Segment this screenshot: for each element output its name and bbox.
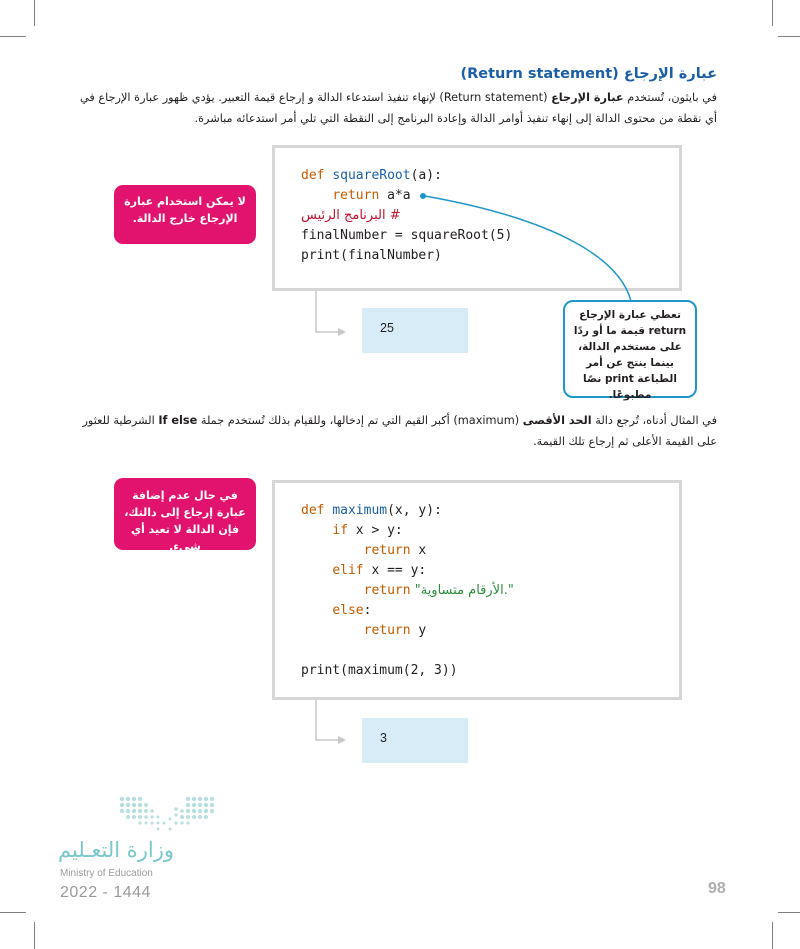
code-keyword: return: [363, 623, 411, 638]
crop-mark: [34, 922, 35, 949]
code-listing: [301, 501, 514, 681]
code-keyword: return: [363, 583, 411, 598]
output-arrow-2: [316, 700, 340, 740]
code-text: print(maximum(2, 3)): [301, 663, 458, 678]
maximum-bold-term: الحد الأقصى: [522, 414, 592, 427]
output-box: [362, 718, 468, 763]
crop-mark: [778, 36, 800, 37]
code-text: x == y:: [363, 563, 427, 578]
code-keyword: else: [332, 603, 364, 618]
code-text: (a):: [410, 168, 442, 183]
maximum-text-1: في المثال أدناه، تُرجع دالة: [591, 414, 717, 427]
code-function-name: squareRoot: [332, 168, 411, 183]
output-arrowhead-2: [338, 736, 346, 744]
code-keyword: if: [332, 523, 348, 538]
ministry-name-english: Ministry of Education: [60, 868, 153, 879]
section-title: عبارة الإرجاع (Return statement): [460, 66, 717, 82]
output-arrowhead-1: [338, 328, 346, 336]
code-text: :: [363, 603, 372, 618]
output-value: 25: [380, 321, 394, 335]
code-keyword: elif: [332, 563, 364, 578]
code-block-square-root: [272, 145, 682, 291]
note-no-return: في حال عدم إضافة عبارة إرجاع إلى دالتك، فإن الدالة لا تعيد أي شيء.: [114, 478, 256, 550]
page-number: 98: [708, 880, 726, 897]
output-box: [362, 308, 468, 353]
note-return-outside-function: لا يمكن استخدام عبارة الإرجاع خارج الدالة.: [114, 185, 256, 244]
code-function-name: maximum: [332, 503, 388, 518]
intro-paragraph: [73, 87, 717, 129]
maximum-text-3: الشرطية للعثور على القيمة الأعلى ثم إرجاع تلك القيمة.: [82, 414, 717, 448]
code-listing: [301, 166, 512, 266]
code-comment: البرنامج الرئيس #: [301, 208, 401, 223]
code-text: x > y:: [347, 523, 403, 538]
output-value: 3: [380, 731, 387, 745]
code-text: (x, y):: [387, 503, 442, 518]
edition-year: 2022 - 1444: [60, 884, 151, 901]
crop-mark: [0, 912, 26, 913]
code-text: y: [410, 623, 427, 638]
maximum-bold-ifelse: If else: [158, 414, 198, 427]
code-keyword: return: [332, 188, 380, 203]
crop-mark: [0, 36, 26, 37]
maximum-paragraph: [73, 410, 717, 452]
crop-mark: [772, 0, 773, 26]
intro-bold-term: عبارة الإرجاع: [551, 91, 624, 104]
crop-mark: [778, 912, 800, 913]
code-keyword: def: [301, 503, 325, 518]
code-string: "الأرقام متساوية.": [410, 583, 514, 598]
code-text: a*a: [379, 188, 411, 203]
crop-mark: [34, 0, 35, 26]
code-text: print(finalNumber): [301, 248, 442, 263]
note-return-vs-print: تعطي عبارة الإرجاع return قيمة ما أو ردًا على مستخدم الدالة، بينما ينتج عن أمر الطباعة print نصًا مطبوعًا.: [563, 300, 697, 398]
code-keyword: return: [363, 543, 411, 558]
crop-mark: [772, 922, 773, 949]
code-text: finalNumber = squareRoot(5): [301, 228, 513, 243]
code-block-maximum: [272, 480, 682, 700]
intro-text-1: في بايثون، تُستخدم: [623, 91, 717, 104]
code-text: x: [410, 543, 427, 558]
ministry-name-arabic: وزارة التعـليم: [58, 838, 175, 862]
maximum-text-2: (maximum) أكبر القيم التي تم إدخالها، وللقيام بذلك تُستخدم جملة: [197, 414, 523, 427]
output-arrow-1: [316, 291, 340, 332]
intro-text-2: (Return statement) لإنهاء تنفيذ استدعاء الدالة و إرجاع قيمة التعبير. يؤدي ظهور عبارة الإرجاع في أي نقطة من محتوى الدالة إلى إنهاء تنفيذ أوامر الدالة وإعادة البرنامج إلى النقطة التي تلي أمر استدعائه مباشرة.: [79, 91, 717, 125]
code-keyword: def: [301, 168, 325, 183]
